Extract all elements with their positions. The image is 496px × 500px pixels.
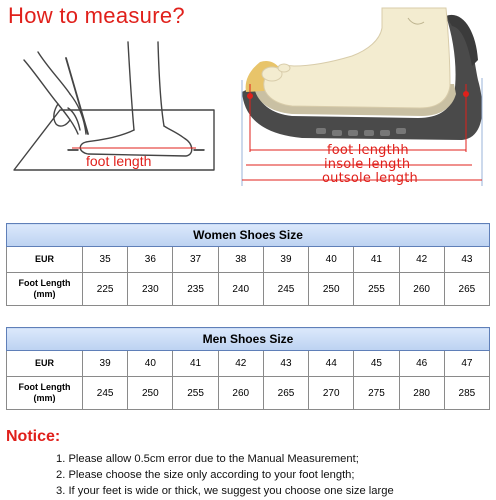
table-cell: 40 — [128, 351, 173, 377]
table-cell: 43 — [263, 351, 308, 377]
table-cell: 41 — [354, 247, 399, 273]
table-row — [7, 273, 490, 306]
eur-row-label: EUR — [7, 247, 83, 273]
table-cell: 265 — [263, 377, 308, 410]
table-cell: 255 — [354, 273, 399, 306]
table-row — [7, 377, 490, 410]
notice-item: 1. Please allow 0.5cm error due to the Manual Measurement; — [56, 453, 359, 465]
foot-length-label-line1: Foot Length — [18, 278, 71, 288]
foot-length-label-line1: Foot Length — [18, 382, 71, 392]
table-cell: 265 — [444, 273, 489, 306]
table-cell: 46 — [399, 351, 444, 377]
table-cell: 41 — [173, 351, 218, 377]
women-table-title: Women Shoes Size — [7, 224, 490, 247]
table-cell: 35 — [83, 247, 128, 273]
table-cell: 225 — [83, 273, 128, 306]
foot-length-measurement-label: foot lengthh — [327, 143, 409, 158]
table-cell: 260 — [399, 273, 444, 306]
table-row — [7, 247, 490, 273]
table-cell: 230 — [128, 273, 173, 306]
table-cell: 36 — [128, 247, 173, 273]
page-title: How to measure? — [8, 3, 185, 28]
men-size-table — [6, 327, 490, 410]
table-cell: 43 — [444, 247, 489, 273]
notice-item: 3. If your feet is wide or thick, we suggest you choose one size large — [56, 485, 394, 497]
foot-length-label-line2: (mm) — [33, 393, 56, 403]
table-cell: 245 — [263, 273, 308, 306]
measuring-illustration — [8, 38, 222, 188]
insole-length-measurement-label: insole length — [324, 157, 411, 172]
table-cell: 280 — [399, 377, 444, 410]
table-cell: 245 — [83, 377, 128, 410]
table-cell: 40 — [309, 247, 354, 273]
foot-length-row-label — [7, 377, 83, 410]
table-cell: 45 — [354, 351, 399, 377]
table-cell: 240 — [218, 273, 263, 306]
table-cell: 250 — [128, 377, 173, 410]
shoe-cross-section-illustration — [232, 0, 490, 190]
table-cell: 235 — [173, 273, 218, 306]
table-cell: 285 — [444, 377, 489, 410]
foot-length-label: foot length — [86, 153, 152, 169]
notice-title: Notice: — [6, 428, 61, 445]
table-cell: 250 — [309, 273, 354, 306]
table-cell: 255 — [173, 377, 218, 410]
table-row — [7, 351, 490, 377]
men-table-header-row — [7, 328, 490, 351]
table-cell: 42 — [218, 351, 263, 377]
eur-row-label: EUR — [7, 351, 83, 377]
foot-length-label-line2: (mm) — [33, 289, 56, 299]
notice-list — [56, 451, 394, 499]
table-cell: 39 — [263, 247, 308, 273]
table-cell: 39 — [83, 351, 128, 377]
table-cell: 44 — [309, 351, 354, 377]
table-cell: 38 — [218, 247, 263, 273]
notice-item: 2. Please choose the size only according to your foot length; — [56, 469, 355, 481]
foot-length-row-label — [7, 273, 83, 306]
table-cell: 42 — [399, 247, 444, 273]
women-table-header-row — [7, 224, 490, 247]
table-cell: 270 — [309, 377, 354, 410]
table-cell: 275 — [354, 377, 399, 410]
table-cell: 260 — [218, 377, 263, 410]
men-table-title: Men Shoes Size — [7, 328, 490, 351]
outsole-length-measurement-label: outsole length — [322, 171, 418, 186]
table-cell: 47 — [444, 351, 489, 377]
women-size-table — [6, 223, 490, 306]
table-cell: 37 — [173, 247, 218, 273]
